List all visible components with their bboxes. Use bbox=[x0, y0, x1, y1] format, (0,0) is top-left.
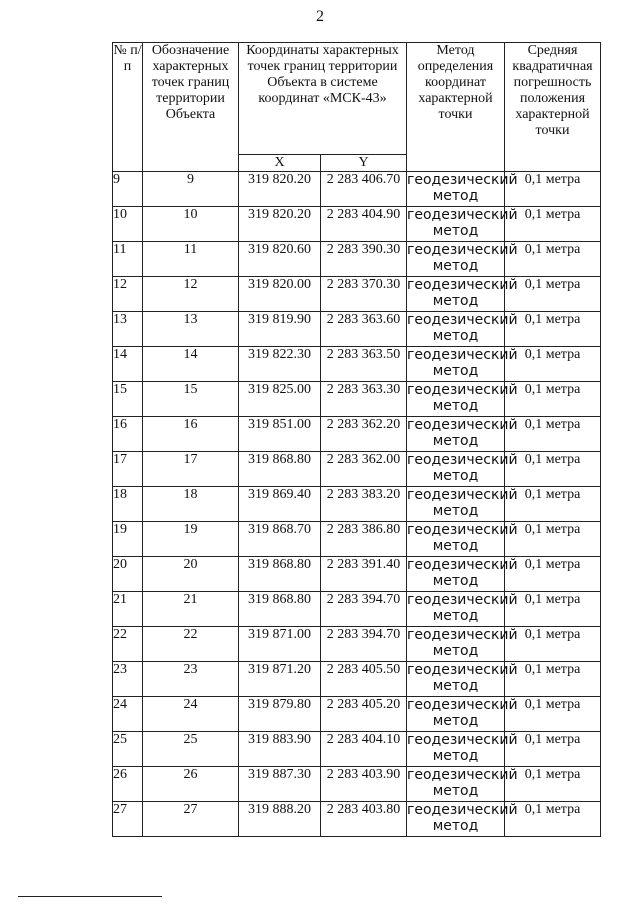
method-cell: геодезический метод bbox=[407, 557, 505, 592]
row-number: 14 bbox=[113, 347, 143, 382]
table-row bbox=[113, 417, 601, 452]
point-designation: 17 bbox=[143, 452, 239, 487]
method-cell: геодезический метод bbox=[407, 347, 505, 382]
coord-y: 2 283 383.20 bbox=[321, 487, 407, 522]
error-cell: 0,1 метра bbox=[505, 662, 601, 697]
coord-x: 319 868.70 bbox=[239, 522, 321, 557]
coord-y: 2 283 363.30 bbox=[321, 382, 407, 417]
header-designation: Обозначение характерных точек границ территории Объекта bbox=[143, 43, 239, 172]
coord-y: 2 283 362.00 bbox=[321, 452, 407, 487]
point-designation: 16 bbox=[143, 417, 239, 452]
row-number: 26 bbox=[113, 767, 143, 802]
coord-x: 319 879.80 bbox=[239, 697, 321, 732]
row-number: 24 bbox=[113, 697, 143, 732]
table-row bbox=[113, 452, 601, 487]
coord-y: 2 283 405.20 bbox=[321, 697, 407, 732]
coord-y: 2 283 363.60 bbox=[321, 312, 407, 347]
coord-y: 2 283 406.70 bbox=[321, 172, 407, 207]
point-designation: 10 bbox=[143, 207, 239, 242]
row-number: 27 bbox=[113, 802, 143, 837]
coord-x: 319 820.00 bbox=[239, 277, 321, 312]
table-row bbox=[113, 662, 601, 697]
coord-x: 319 868.80 bbox=[239, 592, 321, 627]
method-cell: геодезический метод bbox=[407, 172, 505, 207]
header-coordinates: Координаты характерных точек границ территории Объекта в системе координат «МСК-43» bbox=[239, 43, 407, 155]
error-cell: 0,1 метра bbox=[505, 697, 601, 732]
method-cell: геодезический метод bbox=[407, 487, 505, 522]
error-cell: 0,1 метра bbox=[505, 557, 601, 592]
row-number: 17 bbox=[113, 452, 143, 487]
row-number: 13 bbox=[113, 312, 143, 347]
coord-x: 319 851.00 bbox=[239, 417, 321, 452]
table-body bbox=[113, 172, 601, 837]
coord-y: 2 283 391.40 bbox=[321, 557, 407, 592]
coordinates-table bbox=[112, 42, 601, 837]
row-number: 25 bbox=[113, 732, 143, 767]
coord-x: 319 822.30 bbox=[239, 347, 321, 382]
table-row bbox=[113, 382, 601, 417]
table-row bbox=[113, 312, 601, 347]
error-cell: 0,1 метра bbox=[505, 242, 601, 277]
error-cell: 0,1 метра bbox=[505, 172, 601, 207]
point-designation: 14 bbox=[143, 347, 239, 382]
coord-y: 2 283 362.20 bbox=[321, 417, 407, 452]
table-row bbox=[113, 697, 601, 732]
point-designation: 20 bbox=[143, 557, 239, 592]
coord-x: 319 887.30 bbox=[239, 767, 321, 802]
coord-y: 2 283 403.80 bbox=[321, 802, 407, 837]
coord-y: 2 283 404.90 bbox=[321, 207, 407, 242]
coord-x: 319 869.40 bbox=[239, 487, 321, 522]
header-x: X bbox=[239, 155, 321, 172]
method-cell: геодезический метод bbox=[407, 697, 505, 732]
point-designation: 25 bbox=[143, 732, 239, 767]
method-cell: геодезический метод bbox=[407, 207, 505, 242]
row-number: 19 bbox=[113, 522, 143, 557]
error-cell: 0,1 метра bbox=[505, 277, 601, 312]
point-designation: 15 bbox=[143, 382, 239, 417]
table-row bbox=[113, 802, 601, 837]
coord-x: 319 868.80 bbox=[239, 557, 321, 592]
method-cell: геодезический метод bbox=[407, 417, 505, 452]
coord-y: 2 283 394.70 bbox=[321, 627, 407, 662]
method-cell: геодезический метод bbox=[407, 592, 505, 627]
row-number: 21 bbox=[113, 592, 143, 627]
table-row bbox=[113, 242, 601, 277]
coord-x: 319 820.60 bbox=[239, 242, 321, 277]
coord-y: 2 283 390.30 bbox=[321, 242, 407, 277]
method-cell: геодезический метод bbox=[407, 452, 505, 487]
point-designation: 12 bbox=[143, 277, 239, 312]
row-number: 22 bbox=[113, 627, 143, 662]
point-designation: 26 bbox=[143, 767, 239, 802]
coord-y: 2 283 394.70 bbox=[321, 592, 407, 627]
table-row bbox=[113, 592, 601, 627]
row-number: 12 bbox=[113, 277, 143, 312]
method-cell: геодезический метод bbox=[407, 277, 505, 312]
point-designation: 13 bbox=[143, 312, 239, 347]
point-designation: 19 bbox=[143, 522, 239, 557]
error-cell: 0,1 метра bbox=[505, 487, 601, 522]
coord-y: 2 283 363.50 bbox=[321, 347, 407, 382]
point-designation: 9 bbox=[143, 172, 239, 207]
error-cell: 0,1 метра bbox=[505, 207, 601, 242]
header-error: Средняя квадратичная погрешность положения характерной точки bbox=[505, 43, 601, 172]
coord-x: 319 871.00 bbox=[239, 627, 321, 662]
table-row bbox=[113, 522, 601, 557]
method-cell: геодезический метод bbox=[407, 312, 505, 347]
coord-y: 2 283 370.30 bbox=[321, 277, 407, 312]
table-row bbox=[113, 172, 601, 207]
error-cell: 0,1 метра bbox=[505, 522, 601, 557]
table-row bbox=[113, 207, 601, 242]
method-cell: геодезический метод bbox=[407, 802, 505, 837]
footnote-separator bbox=[18, 896, 162, 897]
coord-x: 319 825.00 bbox=[239, 382, 321, 417]
coord-y: 2 283 386.80 bbox=[321, 522, 407, 557]
row-number: 23 bbox=[113, 662, 143, 697]
coord-x: 319 888.20 bbox=[239, 802, 321, 837]
method-cell: геодезический метод bbox=[407, 242, 505, 277]
row-number: 18 bbox=[113, 487, 143, 522]
method-cell: геодезический метод bbox=[407, 662, 505, 697]
point-designation: 11 bbox=[143, 242, 239, 277]
error-cell: 0,1 метра bbox=[505, 452, 601, 487]
row-number: 9 bbox=[113, 172, 143, 207]
coord-x: 319 819.90 bbox=[239, 312, 321, 347]
table-row bbox=[113, 557, 601, 592]
error-cell: 0,1 метра bbox=[505, 627, 601, 662]
coord-y: 2 283 404.10 bbox=[321, 732, 407, 767]
header-y: Y bbox=[321, 155, 407, 172]
point-designation: 27 bbox=[143, 802, 239, 837]
method-cell: геодезический метод bbox=[407, 627, 505, 662]
row-number: 15 bbox=[113, 382, 143, 417]
coord-y: 2 283 405.50 bbox=[321, 662, 407, 697]
method-cell: геодезический метод bbox=[407, 767, 505, 802]
error-cell: 0,1 метра bbox=[505, 767, 601, 802]
header-method: Метод определения координат характерной точки bbox=[407, 43, 505, 172]
table-row bbox=[113, 627, 601, 662]
error-cell: 0,1 метра bbox=[505, 592, 601, 627]
row-number: 10 bbox=[113, 207, 143, 242]
point-designation: 22 bbox=[143, 627, 239, 662]
table-row bbox=[113, 767, 601, 802]
table-row bbox=[113, 732, 601, 767]
method-cell: геодезический метод bbox=[407, 382, 505, 417]
coord-x: 319 820.20 bbox=[239, 172, 321, 207]
point-designation: 24 bbox=[143, 697, 239, 732]
row-number: 20 bbox=[113, 557, 143, 592]
row-number: 16 bbox=[113, 417, 143, 452]
header-num: № п/п bbox=[113, 43, 143, 172]
error-cell: 0,1 метра bbox=[505, 732, 601, 767]
error-cell: 0,1 метра bbox=[505, 802, 601, 837]
row-number: 11 bbox=[113, 242, 143, 277]
error-cell: 0,1 метра bbox=[505, 417, 601, 452]
coord-x: 319 883.90 bbox=[239, 732, 321, 767]
error-cell: 0,1 метра bbox=[505, 347, 601, 382]
point-designation: 23 bbox=[143, 662, 239, 697]
coord-x: 319 871.20 bbox=[239, 662, 321, 697]
coord-y: 2 283 403.90 bbox=[321, 767, 407, 802]
page-number: 2 bbox=[316, 8, 324, 25]
coord-x: 319 868.80 bbox=[239, 452, 321, 487]
method-cell: геодезический метод bbox=[407, 732, 505, 767]
coord-x: 319 820.20 bbox=[239, 207, 321, 242]
error-cell: 0,1 метра bbox=[505, 382, 601, 417]
point-designation: 18 bbox=[143, 487, 239, 522]
table-row bbox=[113, 347, 601, 382]
table-row bbox=[113, 487, 601, 522]
point-designation: 21 bbox=[143, 592, 239, 627]
error-cell: 0,1 метра bbox=[505, 312, 601, 347]
table-row bbox=[113, 277, 601, 312]
method-cell: геодезический метод bbox=[407, 522, 505, 557]
